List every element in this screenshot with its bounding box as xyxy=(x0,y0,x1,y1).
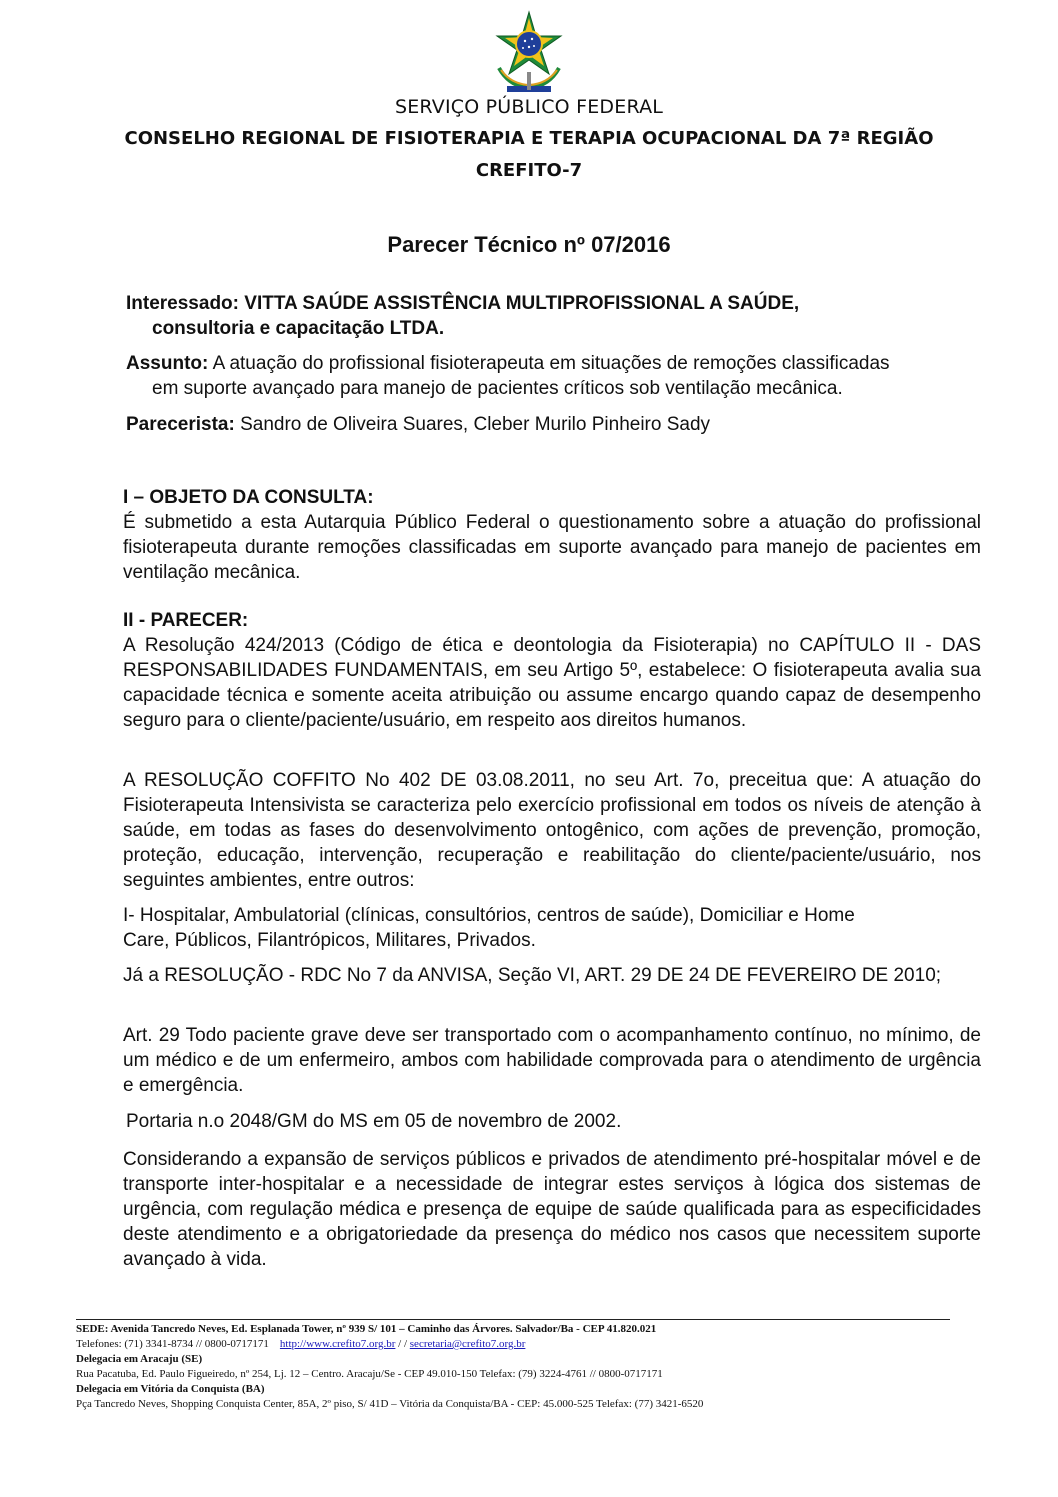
footer-delegacia-aracaju-address: Rua Pacatuba, Ed. Paulo Figueiredo, nº 254, Lj. 12 – Centro. Aracaju/Se - CEP 49.010-150 Telefax: (79) 3224-4761 // 0800-0717171 xyxy=(76,1368,663,1380)
info-interessado xyxy=(126,291,996,341)
parecer-block-5 xyxy=(123,1023,981,1098)
interessado-value-line2: consultoria e capacitação LTDA. xyxy=(152,318,445,339)
footer-email-link[interactable]: secretaria@crefito7.org.br xyxy=(409,1338,526,1350)
parecer-block-3 xyxy=(123,903,981,953)
footer-delegacia-aracaju-title: Delegacia em Aracaju (SE) xyxy=(76,1353,203,1365)
parecer-paragraph-7: Considerando a expansão de serviços públicos e privados de atendimento pré-hospitalar móvel e de transporte inter-hospitalar e a necessidade de integrar estes serviços à lógica dos sistemas de urgência, com regulação médica e presença de equipe de saúde qualificada para as especificidades deste atendimento e a obrigatoriedade da presença do médico nos casos que necessitem suporte avançado à vida. xyxy=(123,1149,981,1270)
footer-delegacia-conquista-address: Pça Tancredo Neves, Shopping Conquista Center, 85A, 2º piso, S/ 41D – Vitória da Conquista/BA - CEP: 45.000-525 Telefax: (77) 3421-6520 xyxy=(76,1398,704,1410)
footer-delegacia-conquista-title: Delegacia em Vitória da Conquista (BA) xyxy=(76,1383,265,1395)
header-acronym: CREFITO-7 xyxy=(475,160,583,181)
parecer-block-6 xyxy=(126,1109,984,1134)
interessado-label: Interessado: xyxy=(126,293,239,314)
info-parecerista xyxy=(126,412,996,437)
parecerista-value: Sandro de Oliveira Suares, Cleber Murilo Pinheiro Sady xyxy=(240,414,711,435)
footer-divider xyxy=(76,1319,950,1320)
parecer-block-2 xyxy=(123,768,981,893)
assunto-value-line2: em suporte avançado para manejo de pacientes críticos sob ventilação mecânica. xyxy=(152,378,843,399)
section-parecer xyxy=(123,608,981,733)
section-objeto xyxy=(123,485,981,585)
parecerista-label: Parecerista: xyxy=(126,414,235,435)
footer-site-link[interactable]: http://www.crefito7.org.br xyxy=(279,1338,396,1350)
parecer-block-4 xyxy=(123,963,981,988)
parecer-paragraph-2: A RESOLUÇÃO COFFITO No 402 DE 03.08.2011, no seu Art. 7o, preceitua que: A atuação do Fisioterapeuta Intensivista se caracteriza pelo exercício profissional em todos os níveis de atenção à saúde, em todas as fases do desenvolvimento ontogênico, com ações de prevenção, promoção, proteção, educação, intervenção, recuperação e reabilitação do cliente/paciente/usuário, nos seguintes ambientes, entre outros: xyxy=(123,770,981,891)
interessado-value-line1: VITTA SAÚDE ASSISTÊNCIA MULTIPROFISSIONAL A SAÚDE, xyxy=(244,293,800,314)
coat-of-arms-emblem xyxy=(489,10,569,96)
parecer-paragraph-3-line1: I- Hospitalar, Ambulatorial (clínicas, consultórios, centros de saúde), Domiciliar e Home xyxy=(123,905,855,926)
footer-sede: SEDE: Avenida Tancredo Neves, Ed. Esplanada Tower, nº 939 S/ 101 – Caminho das Árvores. Salvador/Ba - CEP 41.820.021 xyxy=(76,1323,657,1335)
assunto-value-line1: A atuação do profissional fisioterapeuta em situações de remoções classificadas xyxy=(212,353,890,374)
parecer-paragraph-1: A Resolução 424/2013 (Código de ética e deontologia da Fisioterapia) no CAPÍTULO II - DAS RESPONSABILIDADES FUNDAMENTAIS, em seu Artigo 5º, estabelece: O fisioterapeuta avalia sua capacidade técnica e somente aceita atribuição ou assume encargo quando capaz de desempenho seguro para o cliente/paciente/usuário, em respeito aos direitos humanos. xyxy=(123,635,981,731)
parecer-paragraph-5: Art. 29 Todo paciente grave deve ser transportado com o acompanhamento contínuo, no mínimo, de um médico e de um enfermeiro, ambos com habilidade comprovada para o atendimento de urgência e emergência. xyxy=(123,1025,981,1096)
footer-phones-line xyxy=(76,1337,956,1352)
assunto-label: Assunto: xyxy=(126,353,209,374)
parecer-paragraph-6: Portaria n.o 2048/GM do MS em 05 de novembro de 2002. xyxy=(126,1111,622,1132)
footer-telefones: Telefones: (71) 3341-8734 // 0800-0717171 xyxy=(76,1338,269,1350)
parecer-block-7 xyxy=(123,1147,981,1272)
document-title: Parecer Técnico nº 07/2016 xyxy=(387,232,671,257)
section-objeto-heading: I – OBJETO DA CONSULTA: xyxy=(123,487,374,508)
header-service-title: SERVIÇO PÚBLICO FEDERAL xyxy=(394,96,664,118)
section-objeto-text: É submetido a esta Autarquia Público Federal o questionamento sobre a atuação do profissional fisioterapeuta durante remoções classificadas em suporte avançado para manejo de pacientes em ventilação mecânica. xyxy=(123,512,981,583)
section-parecer-heading: II - PARECER: xyxy=(123,610,249,631)
parecer-paragraph-4: Já a RESOLUÇÃO - RDC No 7 da ANVISA, Seção VI, ART. 29 DE 24 DE FEVEREIRO DE 2010; xyxy=(123,965,942,986)
footer-separator: / / xyxy=(398,1338,410,1350)
parecer-paragraph-3-line2: Care, Públicos, Filantrópicos, Militares, Privados. xyxy=(123,930,536,951)
header-council-name: CONSELHO REGIONAL DE FISIOTERAPIA E TERAPIA OCUPACIONAL DA 7ª REGIÃO xyxy=(124,128,934,149)
footer-contact-info xyxy=(76,1322,956,1412)
info-assunto xyxy=(126,351,996,401)
